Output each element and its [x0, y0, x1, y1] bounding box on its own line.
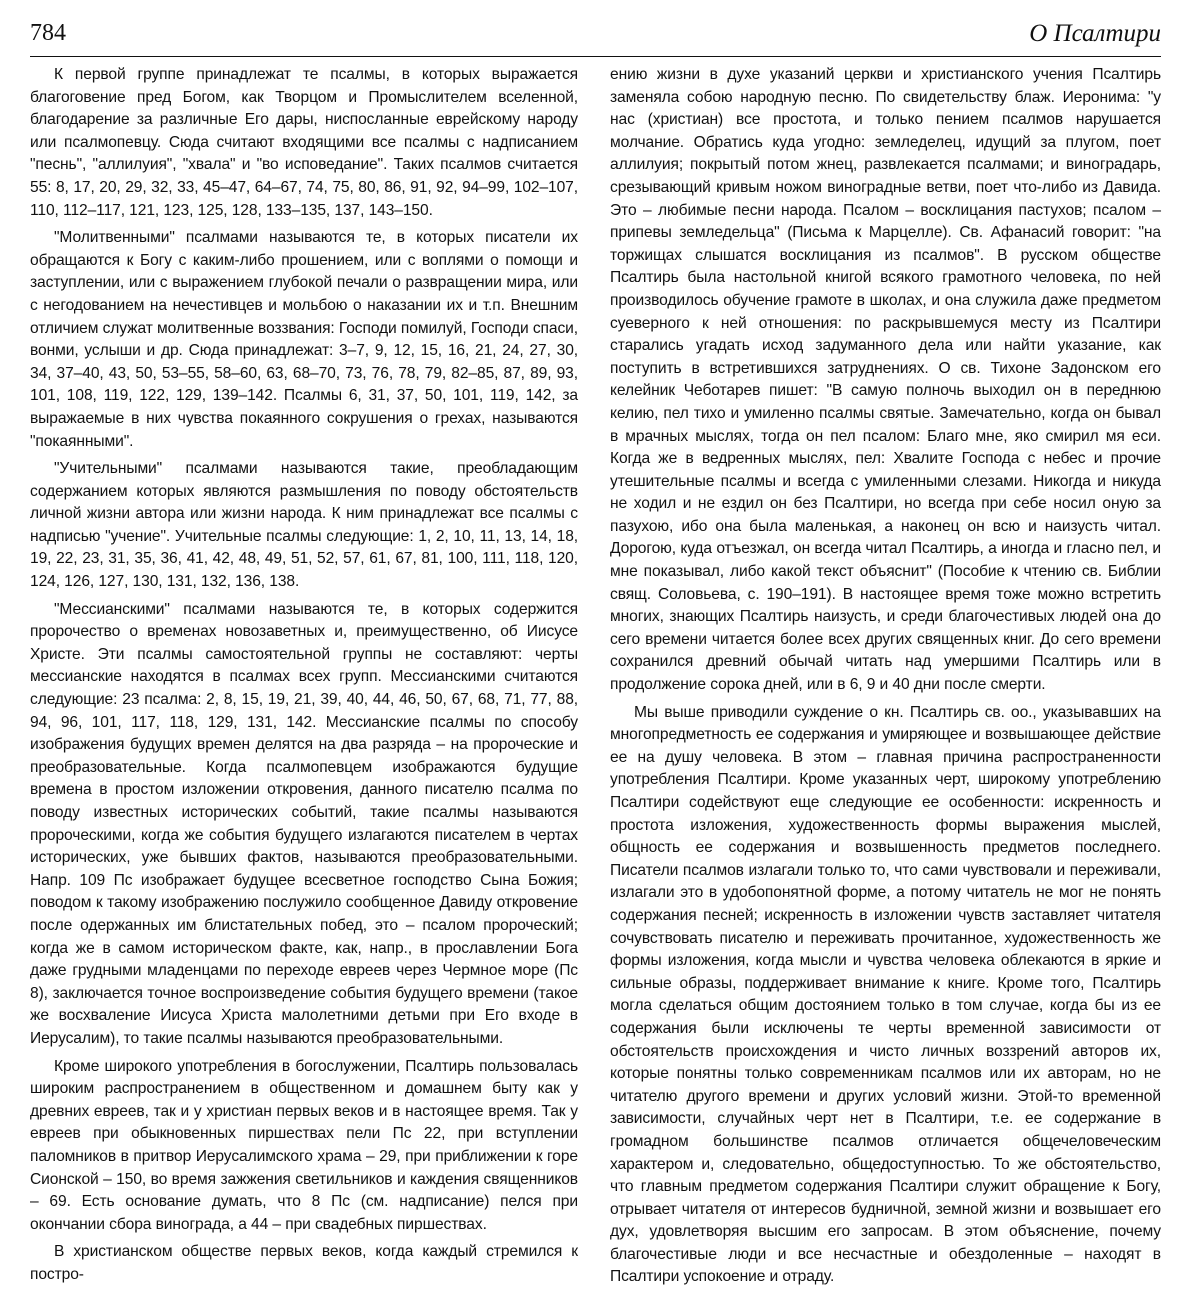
paragraph-early-christians: В христианском обществе первых веков, когда каждый стремился к постро-	[30, 1243, 578, 1283]
paragraph-messianic-psalms: "Мессианскими" псалмами называются те, в которых содержится пророчество о временах новозаветных и, преимущественно, об Иисусе Христе. Эти псалмы самостоятельной группы не составляют: черты мессианские находятся в псалмах всех групп. Мессианскими считаются следующие: 23 псалма: 2, 8, 15, 19, 21, 39, 40, 44, 46, 50, 67, 68, 71, 77, 88, 94, 96, 101, 117, 118, 129, 131, 142. Мессианские псалмы по способу изображения будущих времен делятся на два разряда – на пророческие и преобразовательные. Когда псалмопевцем изображаются будущие времена в простом изложении откровения, данного писателю псалма по поводу известных исторических событий, такие псалмы называются пророческими, когда же события будущего излагаются писателем в чертах исторических, уже бывших фактов, называются преобразовательными. Напр. 109 Пс изображает будущее всесветное господство Сына Божия; поводом к такому изображению послужило сообщенное Давиду откровение после одержанных им блистательных побед, это – псалом пророческий; когда же в самом историческом факте, как, напр., в прославлении Бога даже грудными младенцами по переходе евреев через Чермное море (Пс 8), заключается точное воспроизведение события будущего времени (такое же восхваление Иисуса Христа малолетними детьми при Его входе в Иерусалим), то такие псалмы называются преобразовательными.	[30, 600, 578, 1047]
paragraph-usage-jews: Кроме широкого употребления в богослужении, Псалтирь пользовалась широким распространением в общественном и домашнем быту как у древних евреев, так и у христиан первых веков и в настоящее время. Так у евреев при обыкновенных пиршествах пели Пс 22, при вступлении паломников в притвор Иерусалимского храма – 29, при приближении к горе Сионской – 150, во время зажжения светильников и каждения священников – 69. Есть основание думать, что 8 Пс (см. надписание) пелся при окончании сбора винограда, а 44 – при свадебных пиршествах.	[30, 1057, 578, 1233]
paragraph-first-group: К первой группе принадлежат те псалмы, в которых выражается благоговение пред Богом, как Творцом и Промыслителем вселенной, благодарение за различные Его дары, ниспосланные еврейскому народу или псалмопевцу. Сюда считают входящими все псалмы с надписанием "песнь", "аллилуия", "хвала" и "во исповедание". Таких псалмов считается 55: 8, 17, 20, 29, 32, 33, 45–47, 64–67, 74, 75, 80, 86, 91, 92, 94–99, 102–107, 110, 112–117, 121, 123, 125, 128, 133–135, 137, 143–150.	[30, 66, 578, 219]
right-column	[610, 64, 1161, 1294]
running-title: О Псалтири	[1029, 20, 1161, 47]
paragraph-reasons-popularity: Мы выше приводили суждение о кн. Псалтирь св. оо., указывавших на многопредметность ее содержания и умиряющее и возвышающее действие ее на душу человека. В этом – главная причина распространенности употребления Псалтири. Кроме указанных черт, широкому употреблению Псалтири содействуют еще следующие ее особенности: искренность и простота изложения, художественность формы выражения мыслей, общность ее содержания и возвышенность предметов последнего. Писатели псалмов излагали только то, что сами чувствовали и переживали, излагали это в удобопонятной форме, а потому читатель не мог не понять содержания песней; искренность в изложении чувств заставляет читателя сочувствовать писателю и переживать прочитанное, художественность же формы изложения, когда мысли и чувства человека облекаются в яркие и сильные образы, поддерживает внимание к книге. Кроме того, Псалтирь могла сделаться общим достоянием только в том случае, когда бы из ее содержания были исключены те черты временной зависимости от обстоятельств происхождения и чисто личных воззрений авторов их, которые понятны только современникам псалмов или их авторам, но не читателю другого времени и других условий жизни. Этой-то временной зависимости, случайных черт нет в Псалтири, т.е. ее содержание в громадном большинстве псалмов отличается общечеловеческим характером и, следовательно, общедоступностью. То же обстоятельство, что главным предметом содержания Псалтири служит обращение к Богу, отрывает читателя от интересов будничной, земной жизни и возвышает его дух, удовлетворяя высшим его запросам. В этом объяснение, почему благочестивые люди и все несчастные и обездоленные – находят в Псалтири успокоение и отраду.	[610, 703, 1161, 1286]
page-number: 784	[30, 20, 66, 46]
page-header	[30, 18, 1161, 57]
paragraph-prayer-psalms: "Молитвенными" псалмами называются те, в которых писатели их обращаются к Богу с каким-либо прошением, или с воплями о помощи и заступлении, или с выражением глубокой печали о развращении мира, или с негодованием на нечестивцев и мольбою о наказании их и т.п. Внешним отличием служат молитвенные воззвания: Господи помилуй, Господи спаси, вонми, услыши и др. Сюда принадлежат: 3–7, 9, 12, 15, 16, 21, 24, 27, 30, 34, 37–40, 43, 50, 53–55, 58–60, 63, 68–70, 73, 76, 78, 79, 82–85, 87, 89, 93, 101, 108, 119, 122, 129, 139–142. Псалмы 6, 31, 37, 50, 101, 119, 142, за выражаемые в них чувства покаянного сокрушения о грехах, называются "покаянными".	[30, 229, 578, 450]
left-column	[30, 64, 578, 1291]
paragraph-teaching-psalms: "Учительными" псалмами называются такие, преобладающим содержанием которых являются размышления по поводу обстоятельств личной жизни автора или жизни народа. К ним принадлежат все псалмы с надписью "учение". Учительные псалмы следующие: 1, 2, 10, 11, 13, 14, 18, 19, 22, 23, 31, 35, 36, 41, 42, 48, 49, 51, 52, 57, 61, 67, 81, 100, 111, 118, 120, 124, 126, 127, 130, 131, 132, 136, 138.	[30, 460, 578, 591]
paragraph-continued: ению жизни в духе указаний церкви и христианского учения Псалтирь заменяла собою народную песню. По свидетельству блаж. Иеронима: "у нас (христиан) все простота, и только пением псалмов нарушается молчание. Обратись куда угодно: земледелец, идущий за плугом, поет аллилуия; покрытый потом жнец, развлекается псалмами; и виноградарь, срезывающий кривым ножом виноградные ветви, поет что-либо из Давида. Это – любимые песни народа. Псалом – восклицания пастухов; псалом – припевы земледельца" (Письма к Марцелле). Св. Афанасий говорит: "на торжищах слышатся восклицания из псалмов". В русском обществе Псалтирь была настольной книгой всякого грамотного человека, по ней производилось обучение грамоте в школах, и она служила даже предметом суеверного к ней отношения: по раскрывшемуся месту из Псалтири старались угадать исход задуманного дела или найти указание, как поступить в встретившихся затруднениях. О св. Тихоне Задонском его келейник Чеботарев пишет: "В самую полночь выходил он в переднюю келию, пел тихо и умиленно псалмы святые. Замечательно, когда он бывал в мрачных мыслях, тогда он пел псалом: Благо мне, яко смирил мя еси. Когда же в ведренных мыслях, пел: Хвалите Господа с небес и прочие утешительные псалмы и всегда с умиленными слезами. Никогда и никуда не ходил и не ездил он без Псалтири, но всегда при себе носил оную за пазухою, ибо она была маленькая, а наконец он всю и наизусть читал. Дорогою, куда отъезжал, он всегда читал Псалтирь, а иногда и гласно пел, и мне показывал, либо какой текст объяснит" (Пособие к чтению св. Библии свящ. Соловьева, с. 190–191). В настоящее время тоже можно встретить многих, знающих Псалтирь наизусть, и среди благочестивых людей она до сего времени читается более всех других священных книг. До сего времени сохранился древний обычай читать над умершими Псалтирь или в продолжение сорока дней, или в 6, 9 и 40 дни после смерти.	[610, 66, 1161, 694]
